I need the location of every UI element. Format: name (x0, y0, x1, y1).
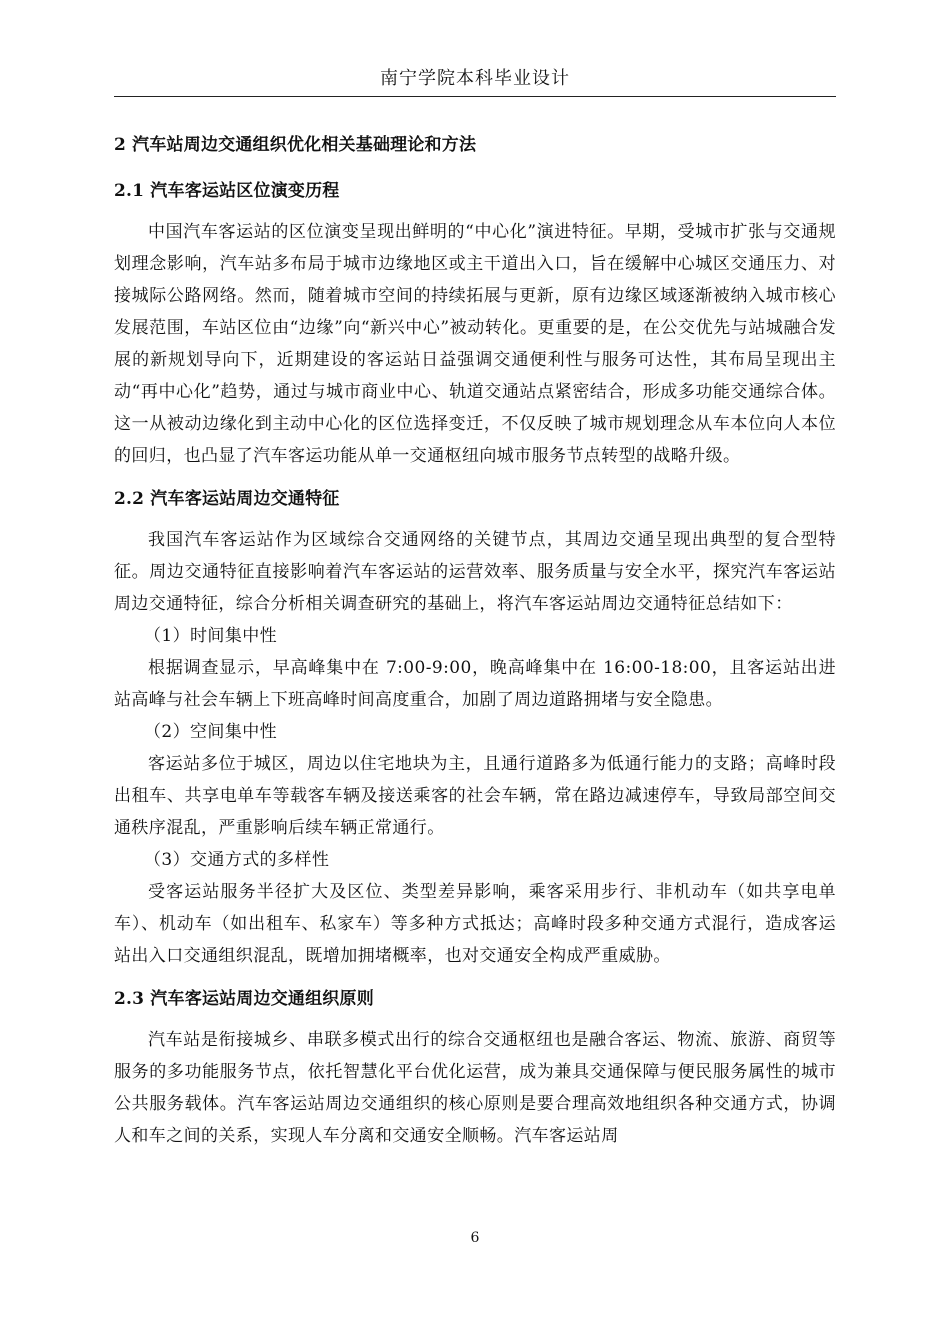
section-2-1-paragraph: 中国汽车客运站的区位演变呈现出鲜明的“中心化”演进特征。早期，受城市扩张与交通规划理念影响，汽车站多布局于城市边缘地区或主干道出入口，旨在缓解中心城区交通压力、对接城际公路网络。然而，随着城市空间的持续拓展与更新，原有边缘区域逐渐被纳入城市核心发展范围，车站区位由“边缘”向“新兴中心”被动转化。更重要的是，在公交优先与站城融合发展的新规划导向下，近期建设的客运站日益强调交通便利性与服务可达性，其布局呈现出主动“再中心化”趋势，通过与城市商业中心、轨道交通站点紧密结合，形成多功能交通综合体。这一从被动边缘化到主动中心化的区位选择变迁，不仅反映了城市规划理念从车本位向人本位的回归，也凸显了汽车客运功能从单一交通枢纽向城市服务节点转型的战略升级。 (114, 222, 836, 466)
section-2-1-heading: 2.1 汽车客运站区位演变历程 (114, 181, 340, 201)
section-2-3-heading: 2.3 汽车客运站周边交通组织原则 (114, 989, 374, 1009)
mode-diversity-paragraph: 受客运站服务半径扩大及区位、类型差异影响，乘客采用步行、非机动车（如共享电单车）、机动车（如出租车、私家车）等多种方式抵达；高峰时段多种交通方式混行，造成客运站出入口交通组织混乱，既增加拥堵概率，也对交通安全构成严重威胁。 (114, 882, 836, 966)
page-header (114, 64, 836, 97)
section-2-2-intro-paragraph: 我国汽车客运站作为区域综合交通网络的关键节点，其周边交通呈现出典型的复合型特征。周边交通特征直接影响着汽车客运站的运营效率、服务质量与安全水平，探究汽车客运站周边交通特征，综合分析相关调查研究的基础上，将汽车客运站周边交通特征总结如下： (114, 530, 836, 614)
list-item-mode-diversity: （3）交通方式的多样性 (144, 850, 330, 870)
chapter-heading: 2 汽车站周边交通组织优化相关基础理论和方法 (114, 135, 477, 155)
page-number: 6 (470, 1230, 480, 1246)
time-concentration-paragraph: 根据调查显示，早高峰集中在 7:00-9:00，晚高峰集中在 16:00-18:00，且客运站出进站高峰与社会车辆上下班高峰时间高度重合，加剧了周边道路拥堵与安全隐患。 (114, 658, 836, 710)
section-2-2-heading: 2.2 汽车客运站周边交通特征 (114, 489, 340, 509)
header-title: 南宁学院本科毕业设计 (380, 68, 570, 89)
list-item-space-concentration: （2）空间集中性 (144, 722, 278, 742)
section-2-3-paragraph: 汽车站是衔接城乡、串联多模式出行的综合交通枢纽也是融合客运、物流、旅游、商贸等服务的多功能服务节点，依托智慧化平台优化运营，成为兼具交通保障与便民服务属性的城市公共服务载体。汽车客运站周边交通组织的核心原则是要合理高效地组织各种交通方式，协调人和车之间的关系，实现人车分离和交通安全顺畅。汽车客运站周 (114, 1030, 836, 1146)
list-item-time-concentration: （1）时间集中性 (144, 626, 278, 646)
document-body (114, 128, 836, 1152)
space-concentration-paragraph: 客运站多位于城区，周边以住宅地块为主，且通行道路多为低通行能力的支路；高峰时段出租车、共享电单车等载客车辆及接送乘客的社会车辆，常在路边减速停车，导致局部空间交通秩序混乱，严重影响后续车辆正常通行。 (114, 754, 836, 838)
